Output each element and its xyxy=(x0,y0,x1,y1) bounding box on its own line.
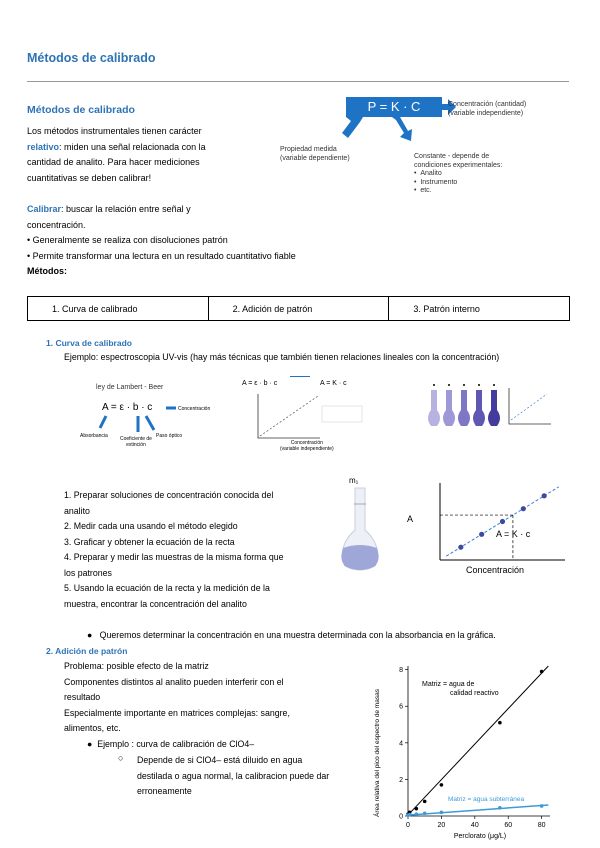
chart2-ytick-label: 0 xyxy=(399,813,403,821)
constant-item: • Instrumento xyxy=(414,178,458,186)
chart1-point xyxy=(479,532,484,537)
chart1-point xyxy=(542,493,547,498)
chart2-point-reactivo xyxy=(540,670,544,674)
adicion-subbullet-line: Depende de si ClO4– está diluido en agua xyxy=(137,755,303,765)
step-line: 2. Medir cada una usando el método elegido xyxy=(64,521,238,531)
chart2-point-subterranea xyxy=(408,813,412,817)
chart2-legend-1a: Matriz = agua de xyxy=(422,681,475,688)
adicion-subbullet-line: erroneamente xyxy=(137,786,192,796)
chart2-point-subterranea xyxy=(440,811,444,815)
chart2-ylabel: Área relativa del pico del espectro de masas xyxy=(374,689,381,817)
step-line: 5. Usando la ecuación de la recta y la medición de la xyxy=(64,583,270,593)
chart2-xlabel: Perclorato (μg/L) xyxy=(453,833,507,840)
property-label-line: (variable dependiente) xyxy=(280,154,350,162)
constant-item: • Analito xyxy=(414,170,442,177)
chart1-point xyxy=(500,519,505,524)
constant-item-text: Analito xyxy=(420,170,442,177)
calibrar-paragraph xyxy=(27,202,347,280)
chart2-point-reactivo xyxy=(415,807,419,811)
chart2-point-reactivo xyxy=(440,783,444,787)
adicion-line: Componentes distintos al analito pueden interferir con el xyxy=(64,676,284,687)
chart2-legend-1b: calidad reactivo xyxy=(450,690,499,697)
adicion-subbullet-line: destilada o agua normal, la calibracion puede dar xyxy=(137,770,330,781)
chart1-point xyxy=(458,545,463,550)
chart2-xtick-label: 40 xyxy=(470,822,479,829)
mini-conc-line: Concentración xyxy=(290,440,323,446)
intro-line: cantidad de analito. Para hacer mediciones xyxy=(27,157,200,167)
adicion-heading: 2. Adición de patrón xyxy=(46,646,128,656)
constant-label-line: condiciones experimentales: xyxy=(414,161,503,169)
adicion-example xyxy=(87,737,254,753)
beer-coef xyxy=(120,436,152,448)
concentration-label xyxy=(448,101,526,118)
mini-conc xyxy=(280,440,334,452)
steps-list xyxy=(64,488,344,612)
step-line: muestra, encontrar la concentración del analito xyxy=(64,598,247,609)
relativo-term: relativo xyxy=(27,141,60,152)
chart2-point-subterranea xyxy=(540,804,544,808)
constant-item: • etc. xyxy=(414,187,432,194)
page-title: Métodos de calibrado xyxy=(27,51,156,65)
chart2-xtick-label: 60 xyxy=(504,822,513,829)
constant-item-text: etc. xyxy=(420,187,432,194)
chart2-fit-subterranea xyxy=(408,805,548,815)
chart2-ytick-label: 6 xyxy=(399,703,403,711)
constant-label-line: Constante - depende de xyxy=(414,153,490,160)
beer-coef-line: Coeficiente de xyxy=(120,436,152,442)
beer-law-diagram xyxy=(80,380,225,455)
constant-label xyxy=(414,153,502,196)
mini-conc-line: (variable independiente) xyxy=(280,446,334,452)
section-heading: Métodos de calibrado xyxy=(27,104,135,116)
chart2-xtick-label: 0 xyxy=(406,822,410,829)
calibrar-term: Calibrar xyxy=(27,204,62,214)
bullet-dot-icon: ● xyxy=(87,739,93,749)
chart2-point-subterranea xyxy=(423,811,427,815)
method-cell-2: 2. Adición de patrón xyxy=(208,297,389,320)
chart2-point-reactivo xyxy=(423,800,427,804)
metodos-label: Métodos: xyxy=(27,266,67,276)
flask-series-illustration xyxy=(425,380,575,440)
chart1-ylabel: A xyxy=(407,514,414,524)
flask-label: m₁ xyxy=(349,476,359,485)
title-divider xyxy=(27,81,569,82)
step-line: 4. Preparar y medir las muestras de la misma forma que xyxy=(64,552,284,562)
intro-line-rest: : miden una señal relacionada con la xyxy=(59,141,206,152)
calibrar-rest: : buscar la relación entre señal y xyxy=(61,204,191,214)
bullet-item: • Permite transformar una lectura en un resultado cuantitativo fiable xyxy=(27,250,296,261)
flask-icons xyxy=(428,390,500,426)
chart2-point-subterranea xyxy=(415,812,419,816)
curva-bullet xyxy=(87,628,567,644)
beer-abs: Absorbancia xyxy=(80,433,108,439)
adicion-example-text: Ejemplo : curva de calibración de ClO4– xyxy=(97,739,255,749)
calibrar-line: concentración. xyxy=(27,219,86,230)
adicion-subbullet xyxy=(137,753,367,800)
curva-heading: 1. Curva de calibrado xyxy=(46,338,132,348)
bullet-dot-icon: ● xyxy=(87,630,93,640)
chart2-point-reactivo xyxy=(498,721,502,725)
adicion-line: resultado xyxy=(64,692,101,702)
step-line: analito xyxy=(64,505,90,516)
chart2-fit-reactivo xyxy=(408,666,548,815)
calibration-chart xyxy=(420,478,570,578)
adicion-line: alimentos, etc. xyxy=(64,723,121,733)
mini-linear-diagram xyxy=(240,376,370,458)
constant-item-text: Instrumento xyxy=(420,178,458,186)
method-cell-1: 1. Curva de calibrado xyxy=(52,303,138,314)
bullet-item: • Generalmente se realiza con disoluciones patrón xyxy=(27,235,228,245)
chart2-ytick-label: 2 xyxy=(399,776,403,784)
chart2-xtick-label: 20 xyxy=(437,822,446,829)
step-line: 3. Graficar y obtener la ecuación de la recta xyxy=(64,536,235,547)
beer-equation: A = ε · b · c xyxy=(102,402,153,413)
intro-line: cuantitativas se deben calibrar! xyxy=(27,172,152,183)
intro-line: Los métodos instrumentales tienen carácter xyxy=(27,126,202,136)
chart1-point xyxy=(521,506,526,511)
concentration-label-line: Concentración (cantidad) xyxy=(448,101,527,108)
concentration-label-line: (variable independiente) xyxy=(448,109,524,117)
beer-conc: Concentración xyxy=(178,406,211,412)
beer-arrows xyxy=(80,380,225,455)
circle-bullet-icon: ○ xyxy=(118,753,124,763)
property-label xyxy=(280,146,350,163)
chart1-xlabel: Concentración xyxy=(466,565,525,575)
equation-box: P = K · C xyxy=(346,97,442,117)
mini-eq2: A = K · c xyxy=(320,380,347,387)
chart2-ytick-label: 8 xyxy=(399,667,403,675)
volumetric-flask-icon xyxy=(335,486,385,576)
chart2-ytick-label: 4 xyxy=(399,740,403,748)
chart2-legend-2: Matriz = agua subterránea xyxy=(448,796,525,803)
property-label-line: Propiedad medida xyxy=(280,146,337,153)
beer-title: ley de Lambert - Beer xyxy=(96,384,164,391)
beer-coef-line: extinción xyxy=(126,442,146,448)
curva-example: Ejemplo: espectroscopia UV-vis (hay más técnicas que también tienen relaciones lineales con la concentración) xyxy=(64,352,500,362)
mini-eq1: A = ε · b · c xyxy=(242,380,278,387)
method-cell-3: 3. Patrón interno xyxy=(388,297,569,320)
adicion-text xyxy=(64,659,364,737)
perchlorate-chart xyxy=(370,658,570,848)
curva-bullet-text: Queremos determinar la concentración en una muestra determinada con la absorbancia en la gráfica. xyxy=(99,630,496,640)
adicion-line: Especialmente importante en matrices complejas: sangre, xyxy=(64,707,290,718)
chart2-point-subterranea xyxy=(498,806,502,810)
step-line: 1. Preparar soluciones de concentración conocida del xyxy=(64,490,274,500)
chart1-equation: A = K · c xyxy=(496,529,531,539)
chart2-xtick-label: 80 xyxy=(537,822,546,829)
step-line: los patrones xyxy=(64,567,112,578)
adicion-line: Problema: posible efecto de la matriz xyxy=(64,661,209,671)
methods-table xyxy=(27,296,570,321)
beer-path: Paso óptico xyxy=(156,433,183,439)
